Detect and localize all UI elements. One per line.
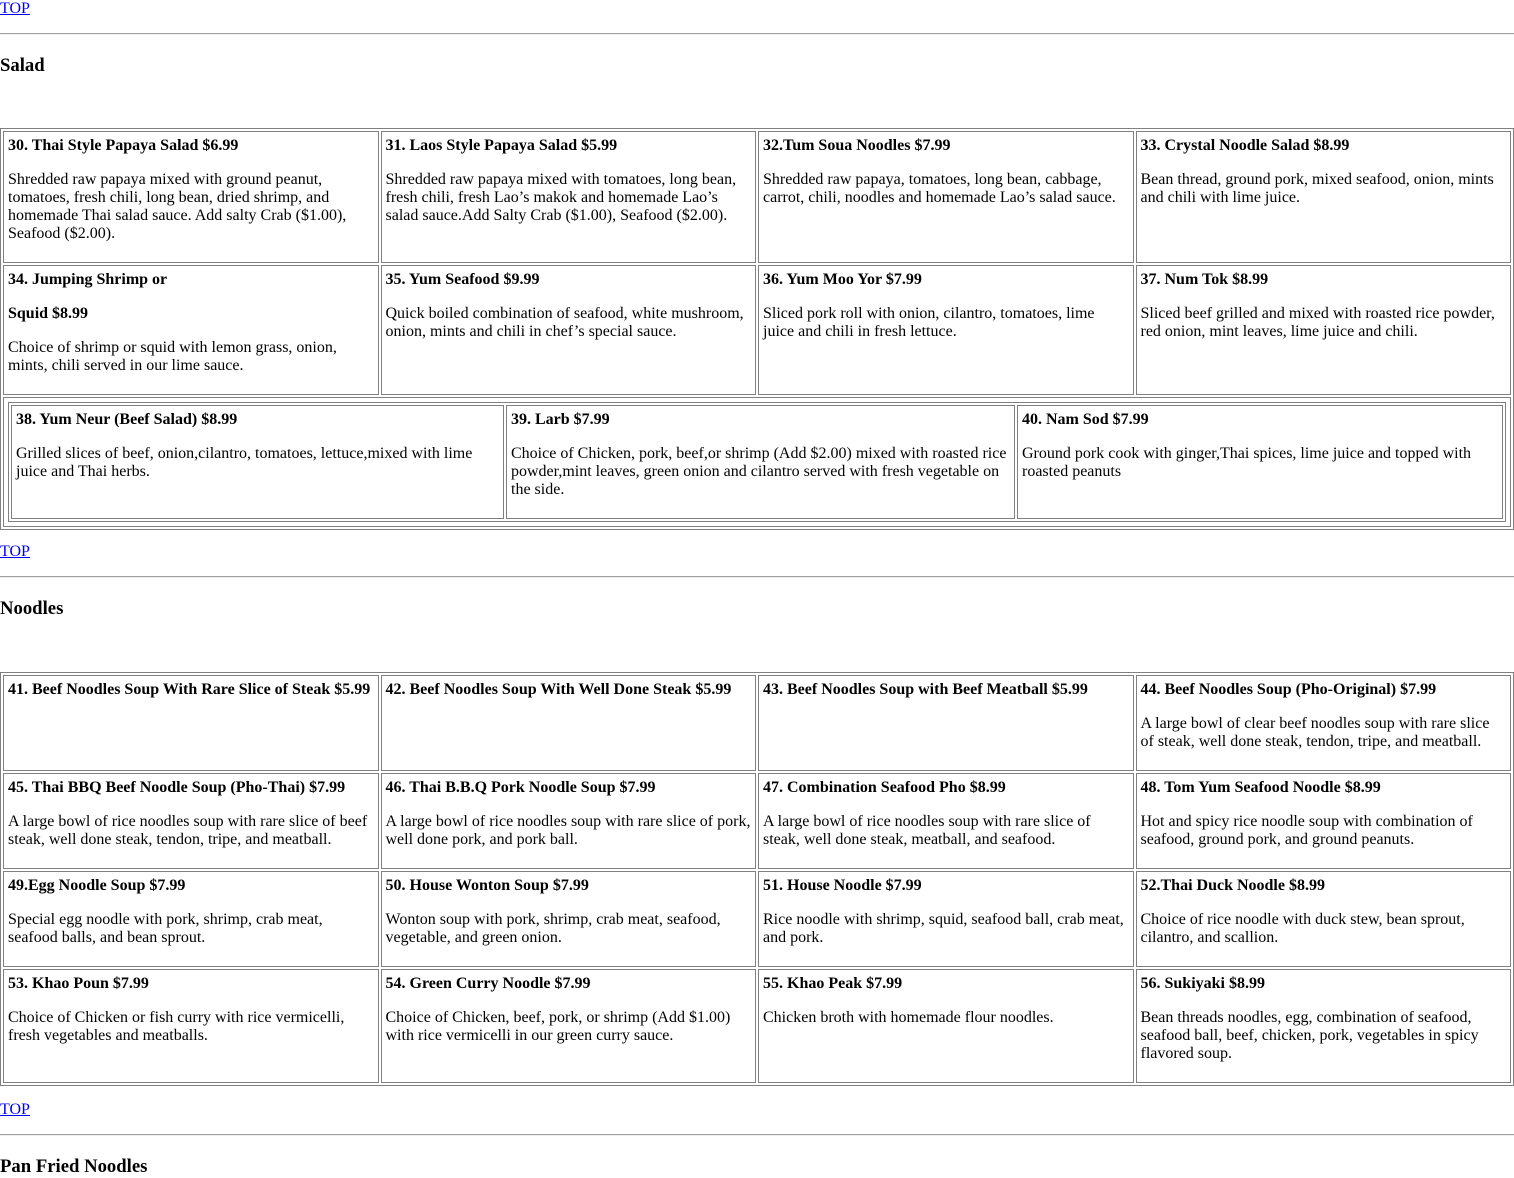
item-title: 55. Khao Peak $7.99 bbox=[763, 975, 903, 992]
menu-item bbox=[381, 131, 757, 263]
salad-inner-table bbox=[8, 402, 1506, 522]
menu-item bbox=[1136, 969, 1512, 1083]
item-title: 49.Egg Noodle Soup $7.99 bbox=[8, 877, 186, 894]
item-title: 34. Jumping Shrimp or bbox=[8, 271, 168, 288]
menu-item bbox=[1136, 773, 1512, 869]
menu-item bbox=[381, 871, 757, 967]
item-description: Shredded raw papaya, tomatoes, long bean, cabbage, carrot, chili, noodles and homemade Lao’s salad sauce. bbox=[763, 171, 1116, 206]
item-title: 56. Sukiyaki $8.99 bbox=[1140, 975, 1265, 992]
nested-table-cell bbox=[3, 397, 1511, 527]
menu-item bbox=[1136, 265, 1512, 395]
menu-item bbox=[11, 405, 504, 519]
item-description: Choice of shrimp or squid with lemon grass, onion, mints, chili served in our lime sauce. bbox=[8, 339, 337, 374]
item-description: Bean threads noodles, egg, combination of seafood, seafood ball, beef, chicken, pork, vegetables in spicy flavored soup. bbox=[1140, 1009, 1479, 1062]
item-title: 44. Beef Noodles Soup (Pho-Original) $7.99 bbox=[1140, 681, 1437, 698]
menu-item bbox=[3, 773, 379, 869]
item-title: 50. House Wonton Soup $7.99 bbox=[385, 877, 589, 894]
item-title: 30. Thai Style Papaya Salad $6.99 bbox=[8, 137, 239, 154]
item-description: Ground pork cook with ginger,Thai spices, lime juice and topped with roasted peanuts bbox=[1022, 445, 1472, 480]
section-title-noodles: Noodles bbox=[0, 598, 64, 619]
top-link[interactable]: TOP bbox=[0, 0, 30, 17]
item-description: Bean thread, ground pork, mixed seafood, onion, mints and chili with lime juice. bbox=[1140, 171, 1494, 206]
menu-item bbox=[758, 675, 1134, 771]
item-description: A large bowl of rice noodles soup with rare slice of pork, well done pork, and pork ball. bbox=[385, 813, 751, 848]
item-title: 39. Larb $7.99 bbox=[511, 411, 610, 428]
item-title: 33. Crystal Noodle Salad $8.99 bbox=[1140, 137, 1350, 154]
menu-item bbox=[3, 131, 379, 263]
item-description: Shredded raw papaya mixed with ground peanut, tomatoes, fresh chili, long bean, dried shrimp, and homemade Thai salad sauce. Add salty Crab ($1.00), Seafood ($2.00). bbox=[8, 171, 347, 242]
item-title: 43. Beef Noodles Soup with Beef Meatball $5.99 bbox=[763, 681, 1088, 698]
menu-item bbox=[758, 265, 1134, 395]
item-title: 32.Tum Soua Noodles $7.99 bbox=[763, 137, 951, 154]
item-description: Sliced beef grilled and mixed with roasted rice powder, red onion, mint leaves, lime juice and chili. bbox=[1140, 305, 1495, 340]
menu-item bbox=[758, 131, 1134, 263]
item-title: 53. Khao Poun $7.99 bbox=[8, 975, 149, 992]
item-description: Wonton soup with pork, shrimp, crab meat, seafood, vegetable, and green onion. bbox=[385, 911, 721, 946]
item-title: 37. Num Tok $8.99 bbox=[1140, 271, 1269, 288]
item-title: 36. Yum Moo Yor $7.99 bbox=[763, 271, 922, 288]
menu-item bbox=[381, 773, 757, 869]
menu-item bbox=[1136, 131, 1512, 263]
menu-item bbox=[758, 871, 1134, 967]
menu-item bbox=[381, 969, 757, 1083]
item-title: 45. Thai BBQ Beef Noodle Soup (Pho-Thai) $7.99 bbox=[8, 779, 346, 796]
item-description: Chicken broth with homemade flour noodles. bbox=[763, 1009, 1054, 1026]
item-description: A large bowl of clear beef noodles soup with rare slice of steak, well done steak, tendon, tripe, and meatball. bbox=[1140, 715, 1490, 750]
top-link[interactable]: TOP bbox=[0, 1101, 30, 1118]
menu-item bbox=[1136, 871, 1512, 967]
item-title: 40. Nam Sod $7.99 bbox=[1022, 411, 1149, 428]
divider bbox=[0, 576, 1514, 578]
item-title-continued: Squid $8.99 bbox=[8, 305, 89, 322]
menu-item bbox=[381, 675, 757, 771]
item-description: A large bowl of rice noodles soup with rare slice of beef steak, well done steak, tendon, tripe, and meatball. bbox=[8, 813, 368, 848]
item-description: Hot and spicy rice noodle soup with combination of seafood, ground pork, and ground peanuts. bbox=[1140, 813, 1473, 848]
item-description: A large bowl of rice noodles soup with rare slice of steak, well done steak, meatball, and seafood. bbox=[763, 813, 1091, 848]
item-description: Choice of Chicken, beef, pork, or shrimp (Add $1.00) with rice vermicelli in our green curry sauce. bbox=[385, 1009, 731, 1044]
section-title-salad: Salad bbox=[0, 55, 45, 76]
menu-item bbox=[3, 675, 379, 771]
menu-item bbox=[3, 969, 379, 1083]
item-title: 51. House Noodle $7.99 bbox=[763, 877, 922, 894]
item-title: 41. Beef Noodles Soup With Rare Slice of Steak $5.99 bbox=[8, 681, 371, 698]
item-title: 48. Tom Yum Seafood Noodle $8.99 bbox=[1140, 779, 1381, 796]
item-title: 52.Thai Duck Noodle $8.99 bbox=[1140, 877, 1325, 894]
item-title: 35. Yum Seafood $9.99 bbox=[385, 271, 540, 288]
menu-item bbox=[3, 871, 379, 967]
item-title: 47. Combination Seafood Pho $8.99 bbox=[763, 779, 1006, 796]
divider bbox=[0, 1134, 1514, 1136]
item-title: 31. Laos Style Papaya Salad $5.99 bbox=[385, 137, 618, 154]
section-title-pan-fried-noodles: Pan Fried Noodles bbox=[0, 1156, 148, 1177]
menu-item bbox=[758, 773, 1134, 869]
noodles-menu-table bbox=[0, 672, 1514, 1086]
item-description: Special egg noodle with pork, shrimp, crab meat, seafood balls, and bean sprout. bbox=[8, 911, 323, 946]
item-title: 54. Green Curry Noodle $7.99 bbox=[385, 975, 591, 992]
menu-item bbox=[3, 265, 379, 395]
item-description: Choice of Chicken, pork, beef,or shrimp (Add $2.00) mixed with roasted rice powder,mint leaves, green onion and cilantro served with fresh vegetable on the side. bbox=[511, 445, 1007, 498]
item-description: Shredded raw papaya mixed with tomatoes, long bean, fresh chili, fresh Lao’s makok and homemade Lao’s salad sauce.Add Salty Crab ($1.00), Seafood ($2.00). bbox=[385, 171, 737, 224]
menu-item bbox=[758, 969, 1134, 1083]
item-title: 38. Yum Neur (Beef Salad) $8.99 bbox=[16, 411, 238, 428]
menu-item bbox=[1136, 675, 1512, 771]
menu-item bbox=[1017, 405, 1503, 519]
item-description: Choice of Chicken or fish curry with rice vermicelli, fresh vegetables and meatballs. bbox=[8, 1009, 345, 1044]
item-description: Rice noodle with shrimp, squid, seafood ball, crab meat, and pork. bbox=[763, 911, 1124, 946]
item-description: Grilled slices of beef, onion,cilantro, tomatoes, lettuce,mixed with lime juice and Thai herbs. bbox=[16, 445, 473, 480]
item-description: Sliced pork roll with onion, cilantro, tomatoes, lime juice and chili in fresh lettuce. bbox=[763, 305, 1095, 340]
top-link[interactable]: TOP bbox=[0, 543, 30, 560]
divider bbox=[0, 33, 1514, 35]
menu-item bbox=[506, 405, 1015, 519]
salad-menu-table bbox=[0, 128, 1514, 530]
menu-item bbox=[381, 265, 757, 395]
item-description: Choice of rice noodle with duck stew, bean sprout, cilantro, and scallion. bbox=[1140, 911, 1465, 946]
item-title: 42. Beef Noodles Soup With Well Done Steak $5.99 bbox=[385, 681, 732, 698]
item-description: Quick boiled combination of seafood, white mushroom, onion, mints and chili in chef’s special sauce. bbox=[385, 305, 744, 340]
item-title: 46. Thai B.B.Q Pork Noodle Soup $7.99 bbox=[385, 779, 656, 796]
